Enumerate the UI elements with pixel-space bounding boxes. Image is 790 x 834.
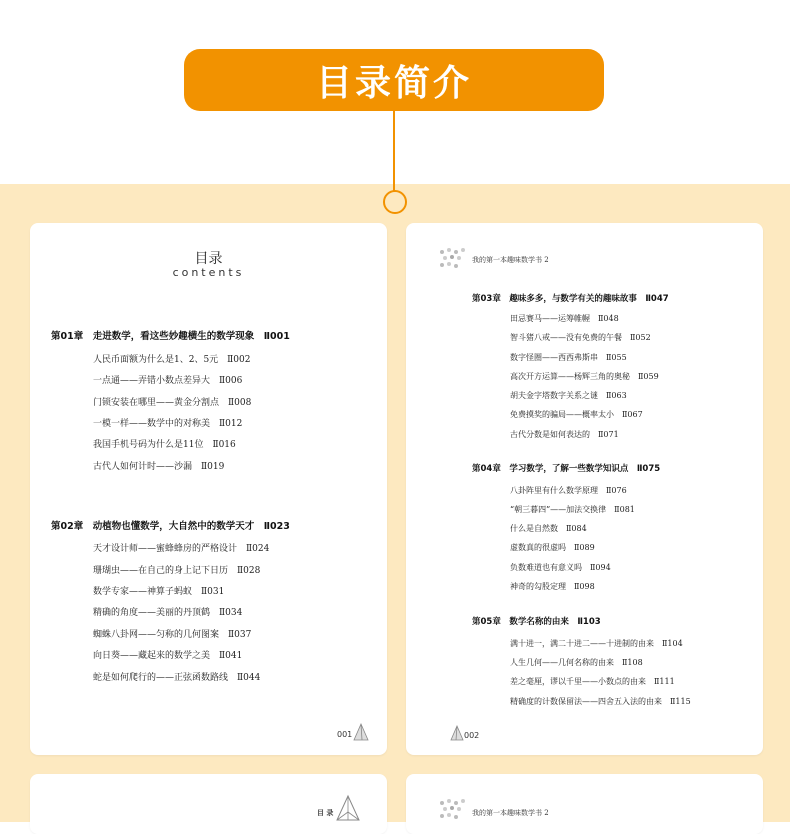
pyramid-icon <box>450 725 464 743</box>
chapter-heading: 第03章 趣味多多，与数学有关的趣味故事 Ⅱ047 <box>472 294 669 304</box>
toc-item: 向日葵——藏起来的数学之美 Ⅱ041 <box>93 651 243 661</box>
toc-item: 天才设计师——蜜蜂蜂房的严格设计 Ⅱ024 <box>93 544 270 554</box>
dots-logo-icon <box>438 798 468 822</box>
toc-item: 人民币面额为什么是1、2、5元 Ⅱ002 <box>93 355 251 365</box>
toc-item: 数字怪圈——西西弗斯串 Ⅱ055 <box>510 353 627 362</box>
toc-item: 一模一样——数学中的对称美 Ⅱ012 <box>93 419 243 429</box>
toc-item: 数学专家——神算子蚂蚁 Ⅱ031 <box>93 587 225 597</box>
toc-item: 神奇的勾股定理 Ⅱ098 <box>510 582 595 591</box>
toc-item: 精确的角度——美丽的丹顶鹤 Ⅱ034 <box>93 608 243 618</box>
book-header: 我的第一本趣味数学书 2 <box>472 256 549 264</box>
toc-item: 门锁安装在哪里——黄金分割点 Ⅱ008 <box>93 398 252 408</box>
toc-item: 珊瑚虫——在自己的身上记下日历 Ⅱ028 <box>93 566 261 576</box>
connector-dot <box>383 190 407 214</box>
toc-page-4 <box>406 774 763 834</box>
pyramid-icon <box>353 723 369 743</box>
pyramid-icon <box>335 794 361 824</box>
toc-item: 一点通——弄错小数点差异大 Ⅱ006 <box>93 376 243 386</box>
toc-item: 蜘蛛八卦网——匀称的几何图案 Ⅱ037 <box>93 630 252 640</box>
toc-item: 负数难道也有意义吗 Ⅱ094 <box>510 563 611 572</box>
page-number: 001 <box>337 730 353 739</box>
toc-item: 满十进一，满二十进二——十进制的由来 Ⅱ104 <box>510 639 683 648</box>
toc-item: 智斗猪八戒——没有免费的午餐 Ⅱ052 <box>510 333 651 342</box>
toc-page-1 <box>30 223 387 755</box>
chapter-heading: 第05章 数学名称的由来 Ⅱ103 <box>472 617 601 627</box>
toc-item: 八卦阵里有什么数学原理 Ⅱ076 <box>510 486 627 495</box>
toc-item: 人生几何——几何名称的由来 Ⅱ108 <box>510 658 643 667</box>
toc-item: “朝三暮四”——加法交换律 Ⅱ081 <box>510 505 635 514</box>
chapter-heading: 第01章 走进数学，看这些妙趣横生的数学现象 Ⅱ001 <box>51 331 290 342</box>
toc-page-2 <box>406 223 763 755</box>
book-header: 我的第一本趣味数学书 2 <box>472 809 549 817</box>
toc-item: 虚数真的很虚吗 Ⅱ089 <box>510 543 595 552</box>
toc-item: 免费摸奖的骗局——概率太小 Ⅱ067 <box>510 410 643 419</box>
toc-item: 什么是自然数 Ⅱ084 <box>510 524 587 533</box>
toc-page-3 <box>30 774 387 834</box>
toc-item: 田忌赛马——运筹帷幄 Ⅱ048 <box>510 314 619 323</box>
toc-item: 古代人如何计时——沙漏 Ⅱ019 <box>93 462 225 472</box>
toc-item: 蛇是如何爬行的——正弦函数路线 Ⅱ044 <box>93 673 261 683</box>
toc-item: 差之毫厘，谬以千里——小数点的由来 Ⅱ111 <box>510 677 675 686</box>
dots-logo-icon <box>438 247 468 271</box>
chapter-heading: 第02章 动植物也懂数学，大自然中的数学天才 Ⅱ023 <box>51 521 290 532</box>
chapter-heading: 第04章 学习数学，了解一些数学知识点 Ⅱ075 <box>472 464 661 474</box>
page-number: 002 <box>464 731 480 740</box>
toc-item: 精确度的计数保留法——四舍五入法的由来 Ⅱ115 <box>510 697 691 706</box>
toc-item: 高次开方运算——杨辉三角的奥秘 Ⅱ059 <box>510 372 659 381</box>
page-header: 目 录 <box>317 808 334 817</box>
toc-item: 古代分数是如何表达的 Ⅱ071 <box>510 430 619 439</box>
connector-line <box>393 111 395 191</box>
toc-item: 胡夫金字塔数字关系之谜 Ⅱ063 <box>510 391 627 400</box>
page-subtitle: contents <box>172 266 245 279</box>
page-title: 目录 <box>194 251 223 267</box>
banner-title: 目录简介 <box>184 49 604 111</box>
toc-item: 我国手机号码为什么是11位 Ⅱ016 <box>93 440 236 450</box>
